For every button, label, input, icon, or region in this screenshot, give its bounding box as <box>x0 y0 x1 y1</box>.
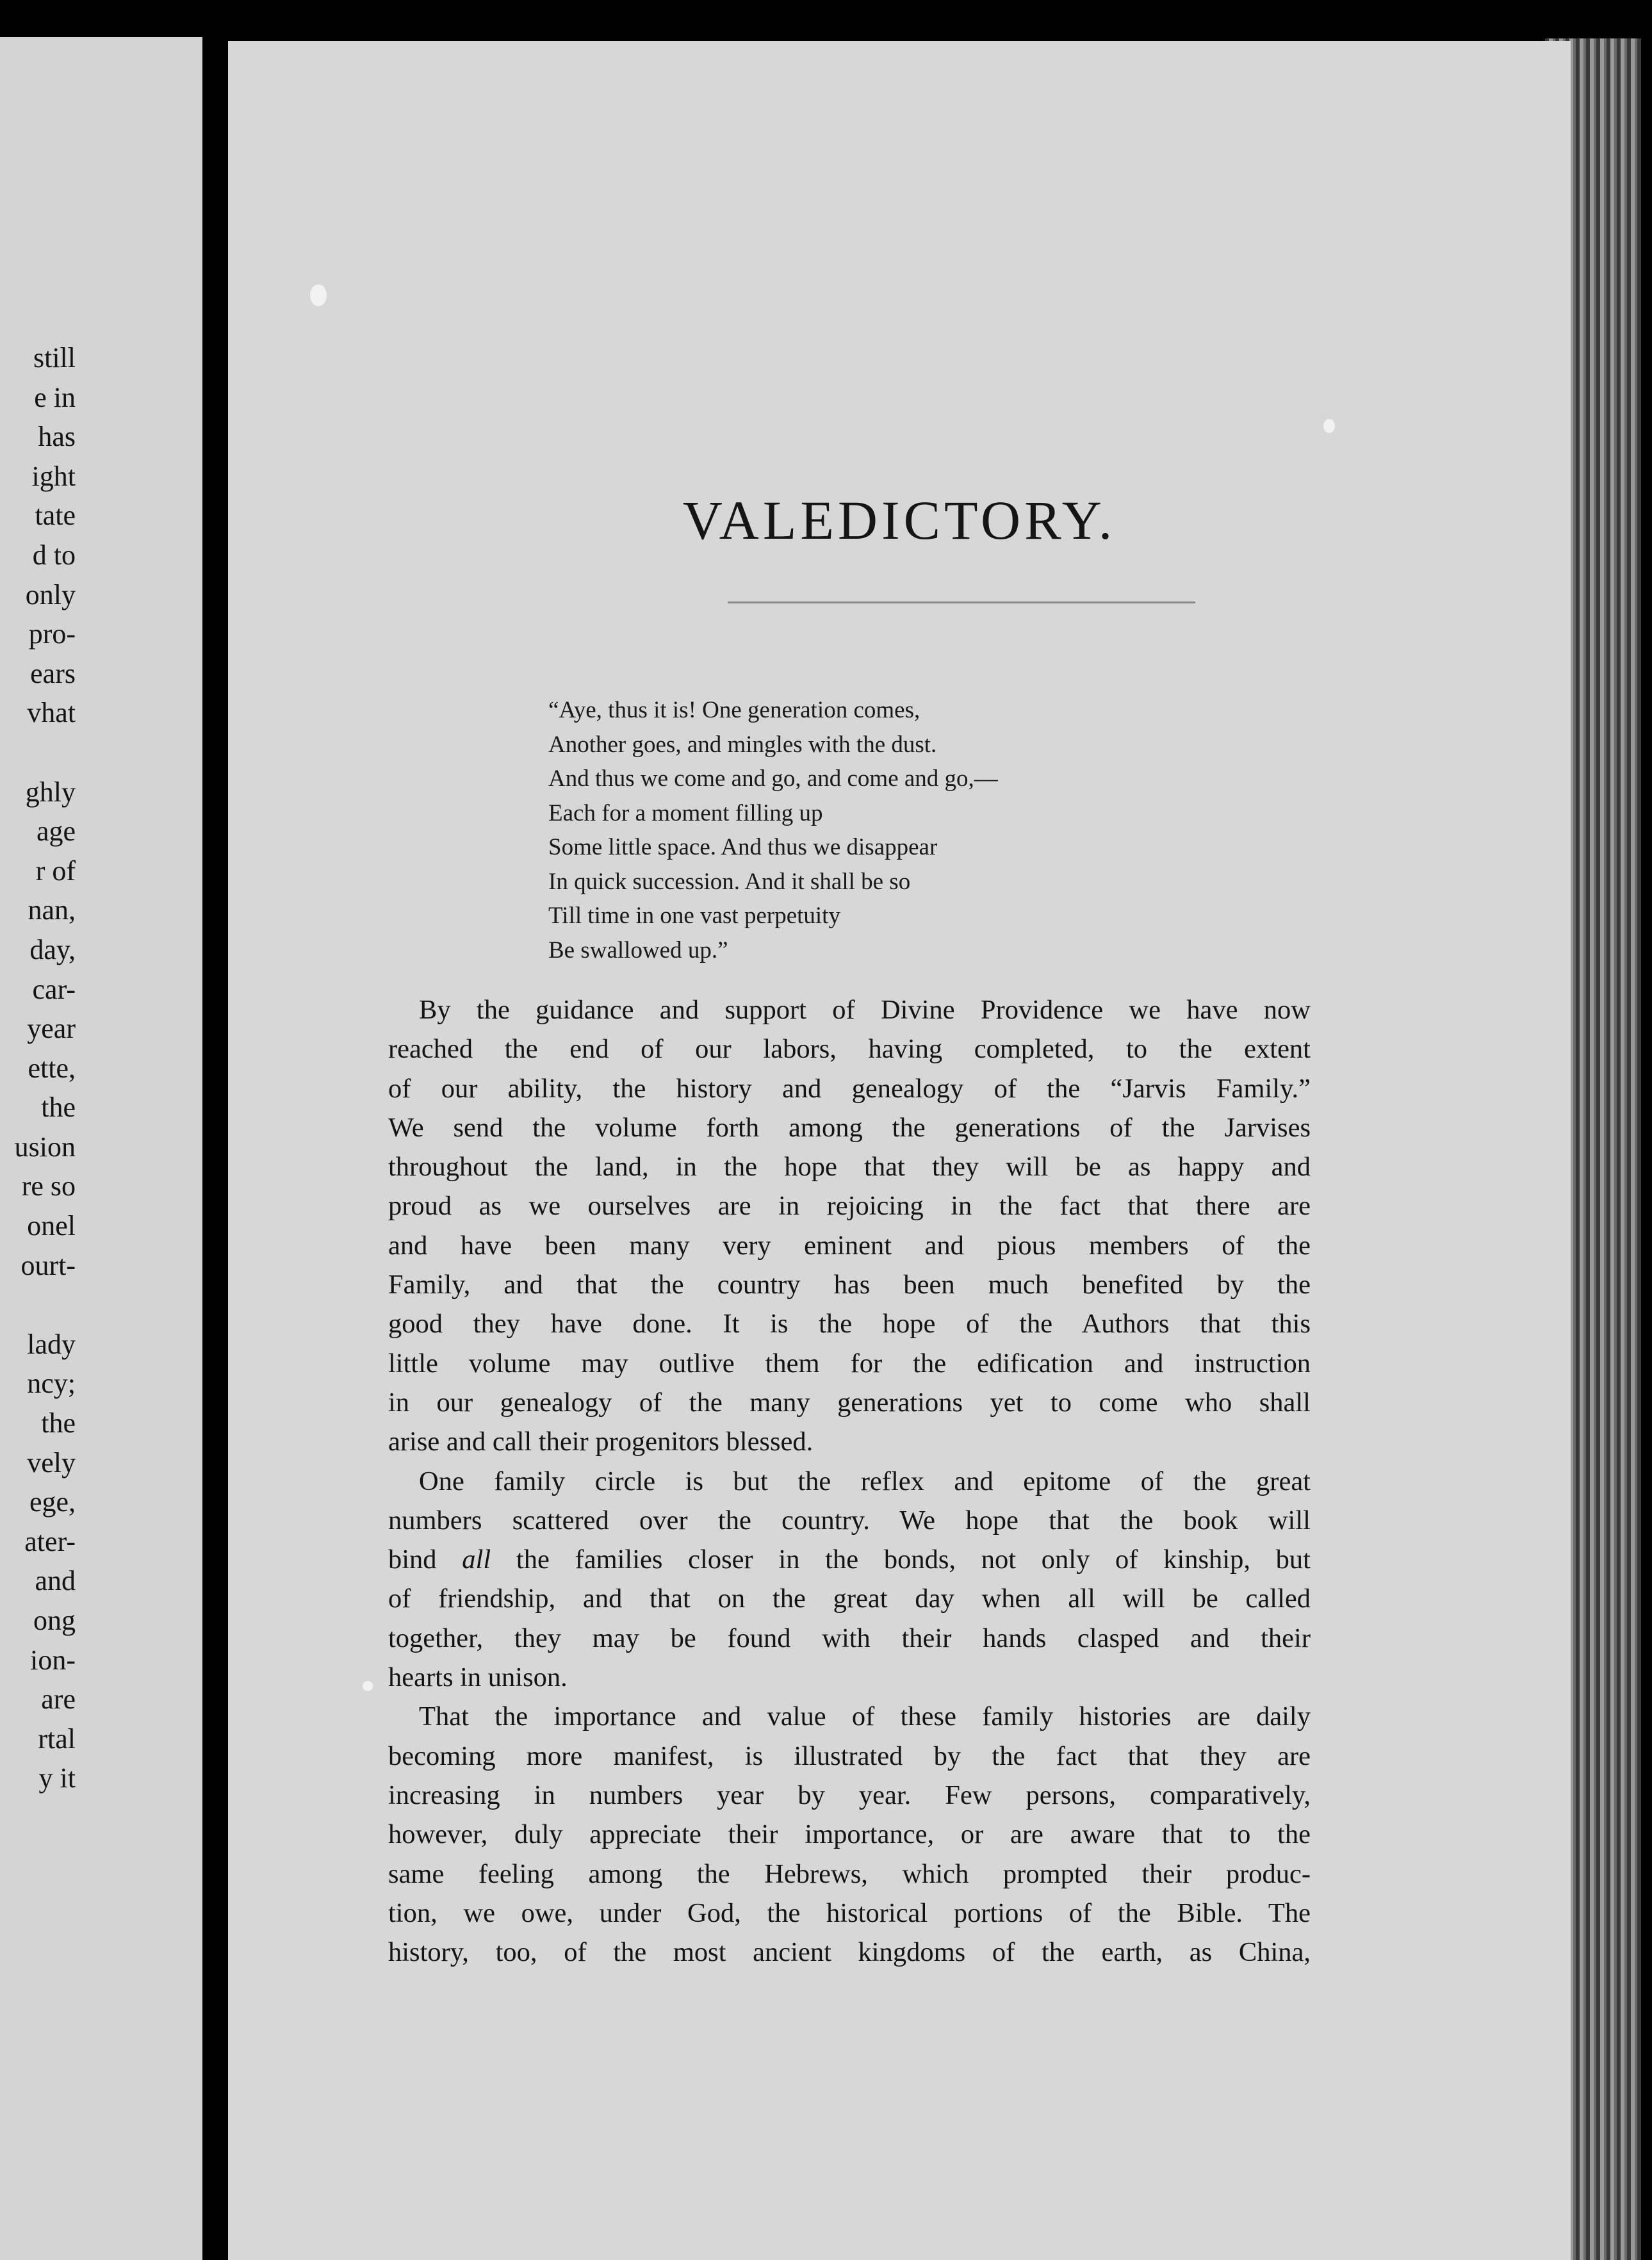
previous-page-line: ight <box>31 460 76 492</box>
text-line: We send the volume forth among the generations of the Jarvises <box>388 1112 1311 1143</box>
previous-page-line: ater- <box>24 1525 76 1557</box>
paper-speck <box>1323 419 1335 433</box>
previous-page-line: year <box>27 1013 76 1045</box>
poem-line: And thus we come and go, and come and go,— <box>548 766 998 792</box>
text-line: little volume may outlive them for the edification and instruction <box>388 1348 1311 1379</box>
previous-page-line: ege, <box>29 1486 76 1518</box>
text-line-with-italic <box>388 1540 1311 1579</box>
previous-page-line: ion- <box>30 1644 76 1676</box>
italic-word: all <box>462 1544 491 1575</box>
paragraph <box>388 990 1311 1462</box>
text-line: One family circle is but the reflex and epitome of the great <box>419 1466 1311 1496</box>
previous-page-line: y it <box>38 1762 76 1794</box>
poem-line: In quick succession. And it shall be so <box>548 868 911 895</box>
previous-page-line: ong <box>33 1605 76 1636</box>
previous-page-line: still <box>33 342 76 373</box>
previous-page-line <box>0 733 76 773</box>
previous-page-line: vely <box>27 1446 76 1478</box>
previous-page-line: d to <box>32 539 76 571</box>
previous-page-fragment <box>0 37 202 2260</box>
previous-page-line: ourt- <box>20 1249 76 1281</box>
page-title: VALEDICTORY. <box>682 489 1116 551</box>
previous-page-line: nan, <box>28 894 76 926</box>
paragraph <box>388 1462 1311 1698</box>
previous-page-line: rtal <box>38 1723 76 1755</box>
text-line: reached the end of our labors, having completed, to the extent <box>388 1034 1311 1065</box>
text-line: however, duly appreciate their importance, or are aware that to the <box>388 1819 1311 1850</box>
text-line: together, they may be found with their hands clasped and their <box>388 1623 1311 1653</box>
previous-page-line: day, <box>29 933 76 965</box>
previous-page-line: car- <box>32 973 76 1005</box>
poem-line: Another goes, and mingles with the dust. <box>548 731 937 758</box>
body-text <box>388 990 1311 1972</box>
previous-page-line: lady <box>27 1328 76 1360</box>
text-line: good they have done. It is the hope of the Authors that this <box>388 1309 1311 1339</box>
title-divider <box>728 602 1195 603</box>
text-line: That the importance and value of these family histories are daily <box>419 1701 1311 1732</box>
previous-page-line: onel <box>27 1210 76 1242</box>
text-line: tion, we owe, under God, the historical portions of the Bible. The <box>388 1897 1311 1928</box>
text-line: same feeling among the Hebrews, which prompted their produc- <box>388 1858 1311 1889</box>
previous-page-line: tate <box>35 500 76 532</box>
line-lead: bind <box>388 1544 462 1575</box>
previous-page-line: are <box>41 1683 76 1715</box>
previous-page-line: e in <box>34 381 76 413</box>
previous-page-line: r of <box>35 855 76 887</box>
previous-page-line: the <box>41 1407 76 1439</box>
poem-line: “Aye, thus it is! One generation comes, <box>548 697 920 723</box>
previous-page-line: ette, <box>28 1052 76 1084</box>
previous-page-line <box>0 1285 76 1325</box>
previous-page-line: age <box>36 815 76 848</box>
previous-page-line: vhat <box>27 697 76 729</box>
line-rest: the families closer in the bonds, not only of kinship, but <box>491 1544 1311 1575</box>
previous-page-line: ears <box>30 657 76 689</box>
text-line: and have been many very eminent and pious members of the <box>388 1230 1311 1261</box>
text-line: increasing in numbers year by year. Few persons, comparatively, <box>388 1780 1311 1810</box>
text-line: of our ability, the history and genealogy of the “Jarvis Family.” <box>388 1073 1311 1104</box>
text-line: numbers scattered over the country. We hope that the book will <box>388 1505 1311 1535</box>
previous-page-line: re so <box>21 1170 76 1202</box>
poem-line: Be swallowed up.” <box>548 937 728 963</box>
poem-line: Till time in one vast perpetuity <box>548 903 840 929</box>
previous-page-line: ghly <box>25 776 76 808</box>
previous-page-line: only <box>25 578 76 610</box>
text-line: in our genealogy of the many generations yet to come who shall <box>388 1387 1311 1418</box>
previous-page-text <box>0 338 76 1798</box>
poem-line: Each for a moment filling up <box>548 799 823 826</box>
text-line: throughout the land, in the hope that they will be as happy and <box>388 1152 1311 1183</box>
poem-line: Some little space. And thus we disappear <box>548 834 938 860</box>
book-page <box>228 41 1571 2260</box>
text-line: of friendship, and that on the great day when all will be called <box>388 1584 1311 1614</box>
paper-speck <box>363 1681 373 1691</box>
epigraph-poem <box>548 693 998 967</box>
previous-page-line: pro- <box>28 618 76 650</box>
previous-page-line: the <box>41 1092 76 1124</box>
previous-page-line: ncy; <box>27 1368 76 1400</box>
text-line: Family, and that the country has been much benefited by the <box>388 1270 1311 1300</box>
paragraph <box>388 1697 1311 1972</box>
text-line: hearts in unison. <box>388 1662 568 1693</box>
paper-speck <box>310 284 327 306</box>
previous-page-line: has <box>38 421 76 453</box>
previous-page-line: usion <box>14 1131 76 1163</box>
text-line: arise and call their progenitors blessed. <box>388 1427 814 1457</box>
text-line: proud as we ourselves are in rejoicing in the fact that there are <box>388 1191 1311 1222</box>
text-line: becoming more manifest, is illustrated by the fact that they are <box>388 1740 1311 1771</box>
previous-page-line: and <box>35 1565 76 1597</box>
text-line: history, too, of the most ancient kingdoms of the earth, as China, <box>388 1937 1311 1968</box>
text-line: By the guidance and support of Divine Providence we have now <box>419 995 1311 1025</box>
